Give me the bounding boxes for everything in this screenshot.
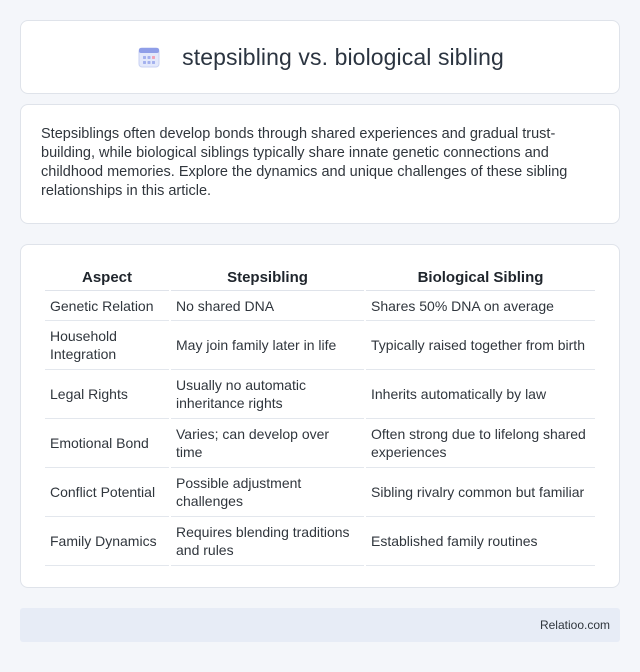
calendar-icon bbox=[136, 44, 162, 70]
column-header-biological-sibling: Biological Sibling bbox=[366, 265, 595, 291]
footer-bar bbox=[20, 608, 620, 642]
cell-stepsibling: Varies; can develop over time bbox=[171, 419, 364, 468]
cell-biological-sibling: Often strong due to lifelong shared experiences bbox=[366, 419, 595, 468]
table-row bbox=[45, 291, 595, 321]
cell-biological-sibling: Inherits automatically by law bbox=[366, 370, 595, 419]
column-header-aspect: Aspect bbox=[45, 265, 169, 291]
comparison-card bbox=[20, 244, 620, 588]
cell-biological-sibling: Shares 50% DNA on average bbox=[366, 291, 595, 321]
column-header-stepsibling: Stepsibling bbox=[171, 265, 364, 291]
cell-stepsibling: Requires blending traditions and rules bbox=[171, 517, 364, 566]
cell-stepsibling: Possible adjustment challenges bbox=[171, 468, 364, 517]
comparison-table bbox=[43, 265, 597, 566]
cell-aspect: Emotional Bond bbox=[45, 419, 169, 468]
page-title: stepsibling vs. biological sibling bbox=[182, 43, 504, 70]
table-row bbox=[45, 517, 595, 566]
footer-site-name: Relatioo.com bbox=[539, 618, 610, 632]
title-wrap bbox=[136, 44, 504, 71]
cell-stepsibling: No shared DNA bbox=[171, 291, 364, 321]
table-header-row bbox=[45, 265, 595, 291]
intro-card bbox=[20, 104, 620, 224]
cell-biological-sibling: Sibling rivalry common but familiar bbox=[366, 468, 595, 517]
cell-stepsibling: Usually no automatic inheritance rights bbox=[171, 370, 364, 419]
table-row bbox=[45, 419, 595, 468]
cell-stepsibling: May join family later in life bbox=[171, 321, 364, 370]
cell-aspect: Legal Rights bbox=[45, 370, 169, 419]
cell-aspect: Conflict Potential bbox=[45, 468, 169, 517]
title-card bbox=[20, 20, 620, 94]
table-row bbox=[45, 321, 595, 370]
table-row bbox=[45, 468, 595, 517]
cell-aspect: Household Integration bbox=[45, 321, 169, 370]
table-row bbox=[45, 370, 595, 419]
intro-paragraph: Stepsiblings often develop bonds through shared experiences and gradual trust-building, while biological siblings typically share innate genetic connections and childhood memories. Explore the dynamics and unique challenges of these sibling relationships in this article. bbox=[41, 126, 568, 199]
cell-aspect: Genetic Relation bbox=[45, 291, 169, 321]
cell-biological-sibling: Established family routines bbox=[366, 517, 595, 566]
cell-biological-sibling: Typically raised together from birth bbox=[366, 321, 595, 370]
cell-aspect: Family Dynamics bbox=[45, 517, 169, 566]
